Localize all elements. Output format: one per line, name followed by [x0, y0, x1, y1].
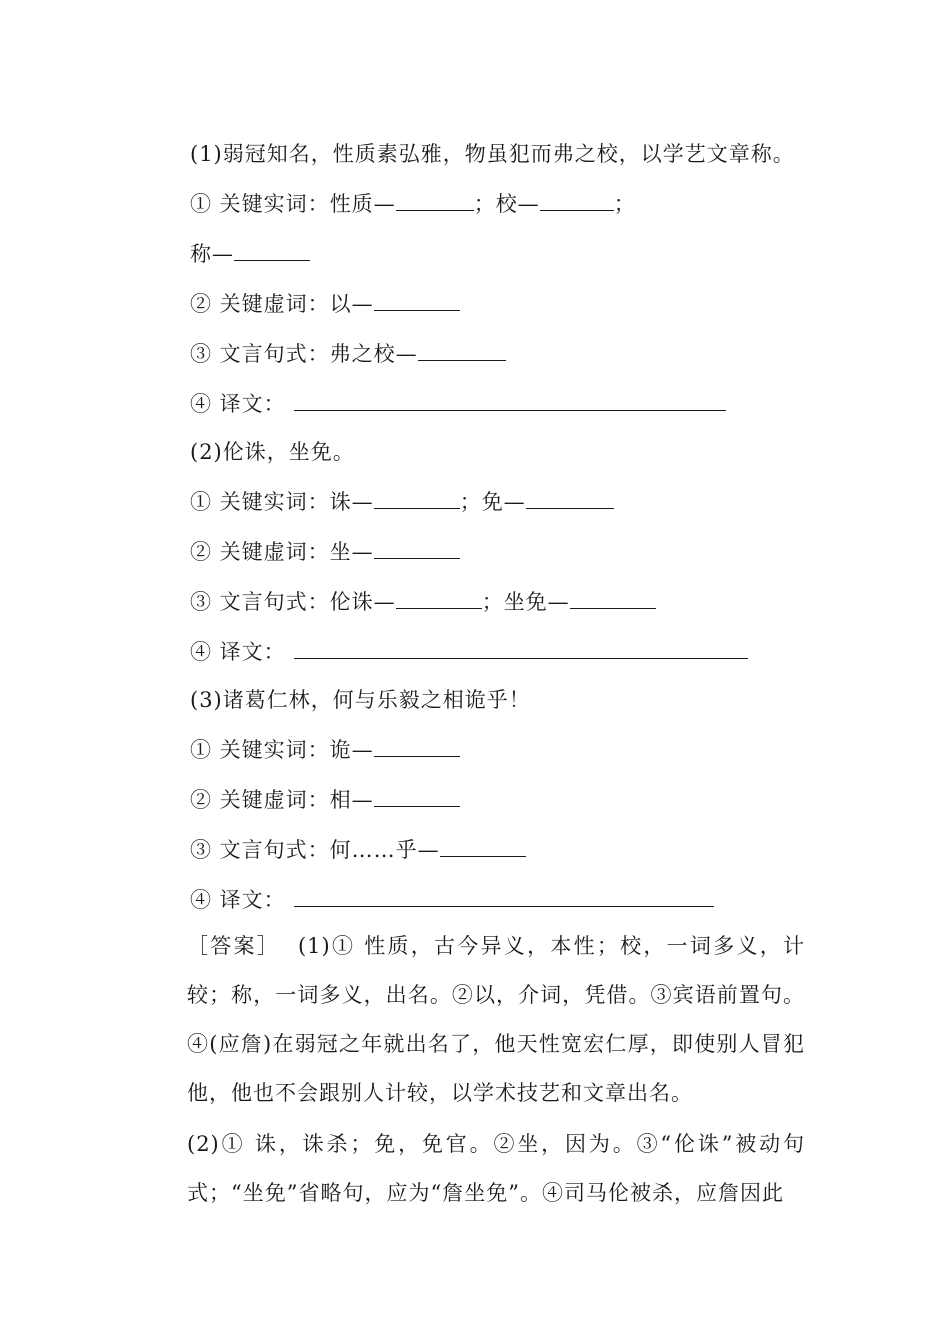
q1-shici-row: ① 关键实词：性质— ；校— ； — [190, 192, 636, 216]
question-text: 伦诛，坐免。 — [222, 440, 355, 464]
q2-yiwen-row: ④ 译文： — [190, 636, 748, 666]
answer-blank[interactable] — [526, 490, 614, 509]
answer-blank[interactable] — [418, 342, 506, 361]
answer-blank[interactable] — [440, 838, 526, 857]
answer-blank[interactable] — [540, 192, 614, 211]
answer-text: (1)① 性质，古今异义，本性；校，一词多义，计较；称，一词多义，出名。②以，介词，凭借。③宾语前置句。④(应詹)在弱冠之年就出名了，他天性宽宏仁厚，即使别人冒犯他，他也不会跟别人计较，以学术技艺和文章出名。 — [187, 934, 806, 1105]
q3-shici-row: ① 关键实词：诡— — [190, 734, 460, 764]
answer-text: (2)① 诛，诛杀；免，免官。②坐，因为。③“伦诛”被动句式；“坐免”省略句，应为“詹坐免”。④司马伦被杀，应詹因此 — [187, 1132, 805, 1205]
answer-blank[interactable] — [570, 590, 656, 609]
question-number: (3) — [190, 688, 223, 712]
answer-blank[interactable] — [396, 590, 482, 609]
q1-yiwen-row: ④ 译文： — [190, 388, 726, 418]
answer-blank[interactable] — [374, 738, 460, 757]
q2-jushi-row: ③ 文言句式：伦诛— ；坐免— — [190, 586, 656, 616]
q2-xuci-row: ② 关键虚词：坐— — [190, 536, 460, 566]
q1-shici-row-2: 称— — [190, 238, 310, 268]
translation-blank[interactable] — [294, 392, 726, 411]
question-2 — [190, 436, 355, 466]
question-3 — [190, 684, 531, 714]
translation-blank[interactable] — [294, 640, 748, 659]
q3-yiwen-row: ④ 译文： — [190, 884, 714, 914]
q3-jushi-row: ③ 文言句式：何……乎— — [190, 834, 526, 864]
question-number: (2) — [190, 440, 223, 464]
question-text: 弱冠知名，性质素弘雅，物虽犯而弗之校，以学艺文章称。 — [222, 142, 795, 166]
answer-blank[interactable] — [234, 242, 310, 261]
answer-blank[interactable] — [374, 540, 460, 559]
q1-jushi-row: ③ 文言句式：弗之校— — [190, 338, 506, 368]
q1-xuci-row: ② 关键虚词：以— — [190, 288, 460, 318]
answer-blank[interactable] — [374, 292, 460, 311]
translation-blank[interactable] — [294, 888, 714, 907]
answer-blank[interactable] — [396, 192, 474, 211]
answer-blank[interactable] — [374, 490, 460, 509]
answer-blank[interactable] — [374, 788, 460, 807]
answer-paragraph-2 — [145, 1120, 805, 1218]
question-number: (1) — [190, 142, 223, 166]
q3-xuci-row: ② 关键虚词：相— — [190, 784, 460, 814]
answer-label: ［答案］ — [187, 934, 281, 958]
q2-shici-row: ① 关键实词：诛— ；免— — [190, 486, 614, 516]
question-1 — [190, 138, 795, 168]
question-text: 诸葛仁林，何与乐毅之相诡乎！ — [222, 688, 531, 712]
answer-paragraph-1 — [145, 922, 805, 1118]
